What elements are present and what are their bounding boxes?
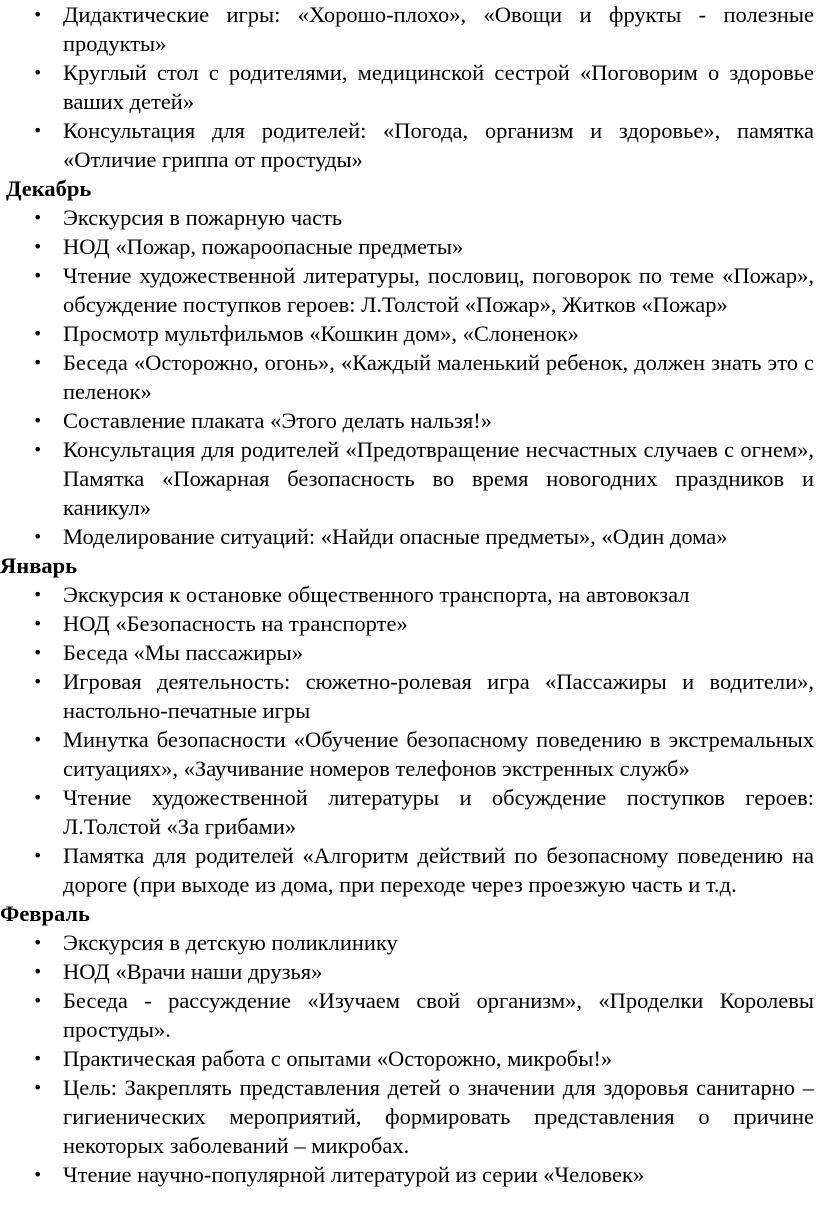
list-item-text: Чтение научно-популярной литературой из серии «Человек» (63, 1162, 645, 1187)
list-item-text: Цель: Закреплять представления детей о значении для здоровья санитарно – гигиенических мероприятий, формировать представления о причине некоторых заболеваний – микробах. (63, 1075, 814, 1158)
bullet-icon: • (33, 237, 43, 256)
list-item (0, 203, 816, 232)
bullet-icon: • (33, 324, 43, 343)
list-item (0, 435, 816, 522)
list-item-text: Консультация для родителей: «Погода, организм и здоровье», памятка «Отличие гриппа от простуды» (63, 118, 814, 172)
list-item (0, 1073, 816, 1160)
list-item-text: Экскурсия к остановке общественного транспорта, на автовокзал (63, 582, 690, 607)
list-item-text: Составление плаката «Этого делать нальзя!» (63, 408, 493, 433)
list-item-text: Беседа - рассуждение «Изучаем свой организм», «Проделки Королевы простуды». (63, 988, 814, 1042)
bullet-icon: • (33, 730, 43, 749)
bullet-icon: • (33, 527, 43, 546)
section-february (0, 899, 816, 1189)
bullet-icon: • (33, 1078, 43, 1097)
month-heading: Февраль (0, 901, 90, 926)
month-heading: Январь (0, 553, 78, 578)
bullet-icon: • (33, 933, 43, 952)
list-item-text: Экскурсия в детскую поликлинику (63, 930, 398, 955)
bullet-list (0, 928, 816, 1189)
list-item (0, 986, 816, 1044)
list-item-text: Просмотр мультфильмов «Кошкин дом», «Слоненок» (63, 321, 579, 346)
list-item-text: НОД «Врачи наши друзья» (63, 959, 323, 984)
bullet-icon: • (33, 266, 43, 285)
bullet-list (0, 580, 816, 899)
section-november-continued (0, 0, 816, 174)
list-item-text: НОД «Пожар, пожароопасные предметы» (63, 234, 464, 259)
list-item (0, 348, 816, 406)
bullet-icon: • (33, 585, 43, 604)
bullet-icon: • (33, 63, 43, 82)
bullet-list (0, 0, 816, 174)
section-january (0, 551, 816, 899)
list-item-text: Экскурсия в пожарную часть (63, 205, 343, 230)
list-item-text: Минутка безопасности «Обучение безопасному поведению в экстремальных ситуациях», «Заучивание номеров телефонов экстренных служб» (63, 727, 814, 781)
list-item-text: Беседа «Осторожно, огонь», «Каждый маленький ребенок, должен знать это с пеленок» (63, 350, 814, 404)
list-item-text: Памятка для родителей «Алгоритм действий по безопасному поведению на дороге (при выходе из дома, при переходе через проезжую часть и т.д. (63, 843, 814, 897)
bullet-icon: • (33, 353, 43, 372)
list-item (0, 0, 816, 58)
bullet-icon: • (33, 411, 43, 430)
list-item-text: Практическая работа с опытами «Осторожно, микробы!» (63, 1046, 613, 1071)
bullet-icon: • (33, 614, 43, 633)
bullet-icon: • (33, 440, 43, 459)
list-item (0, 580, 816, 609)
list-item (0, 116, 816, 174)
list-item (0, 725, 816, 783)
bullet-icon: • (33, 643, 43, 662)
list-item (0, 957, 816, 986)
bullet-icon: • (33, 121, 43, 140)
list-item (0, 1160, 816, 1189)
list-item-text: Дидактические игры: «Хорошо-плохо», «Овощи и фрукты - полезные продукты» (63, 2, 814, 56)
list-item-text: Чтение художественной литературы и обсуждение поступков героев: Л.Толстой «За грибами» (63, 785, 814, 839)
list-item-text: Консультация для родителей «Предотвращение несчастных случаев с огнем», Памятка «Пожарная безопасность во время новогодних праздников и каникул» (63, 437, 814, 520)
list-item (0, 406, 816, 435)
list-item (0, 667, 816, 725)
list-item-text: Чтение художественной литературы, пословиц, поговорок по теме «Пожар», обсуждение поступков героев: Л.Толстой «Пожар», Житков «Пожар» (63, 263, 814, 317)
list-item-text: Круглый стол с родителями, медицинской сестрой «Поговорим о здоровье ваших детей» (63, 60, 814, 114)
section-december (0, 174, 816, 551)
list-item (0, 232, 816, 261)
bullet-list (0, 203, 816, 551)
list-item (0, 928, 816, 957)
list-item (0, 638, 816, 667)
list-item (0, 609, 816, 638)
bullet-icon: • (33, 672, 43, 691)
list-item (0, 261, 816, 319)
list-item (0, 522, 816, 551)
list-item (0, 841, 816, 899)
list-item (0, 783, 816, 841)
bullet-icon: • (33, 208, 43, 227)
list-item-text: Игровая деятельность: сюжетно-ролевая игра «Пассажиры и водители», настольно-печатные игры (63, 669, 814, 723)
bullet-icon: • (33, 788, 43, 807)
bullet-icon: • (33, 1165, 43, 1184)
list-item (0, 58, 816, 116)
bullet-icon: • (33, 1049, 43, 1068)
bullet-icon: • (33, 991, 43, 1010)
list-item-text: Беседа «Мы пассажиры» (63, 640, 303, 665)
bullet-icon: • (33, 5, 43, 24)
list-item (0, 319, 816, 348)
list-item-text: Моделирование ситуаций: «Найди опасные предметы», «Один дома» (63, 524, 728, 549)
bullet-icon: • (33, 846, 43, 865)
month-heading: Декабрь (6, 176, 92, 201)
list-item (0, 1044, 816, 1073)
list-item-text: НОД «Безопасность на транспорте» (63, 611, 408, 636)
bullet-icon: • (33, 962, 43, 981)
